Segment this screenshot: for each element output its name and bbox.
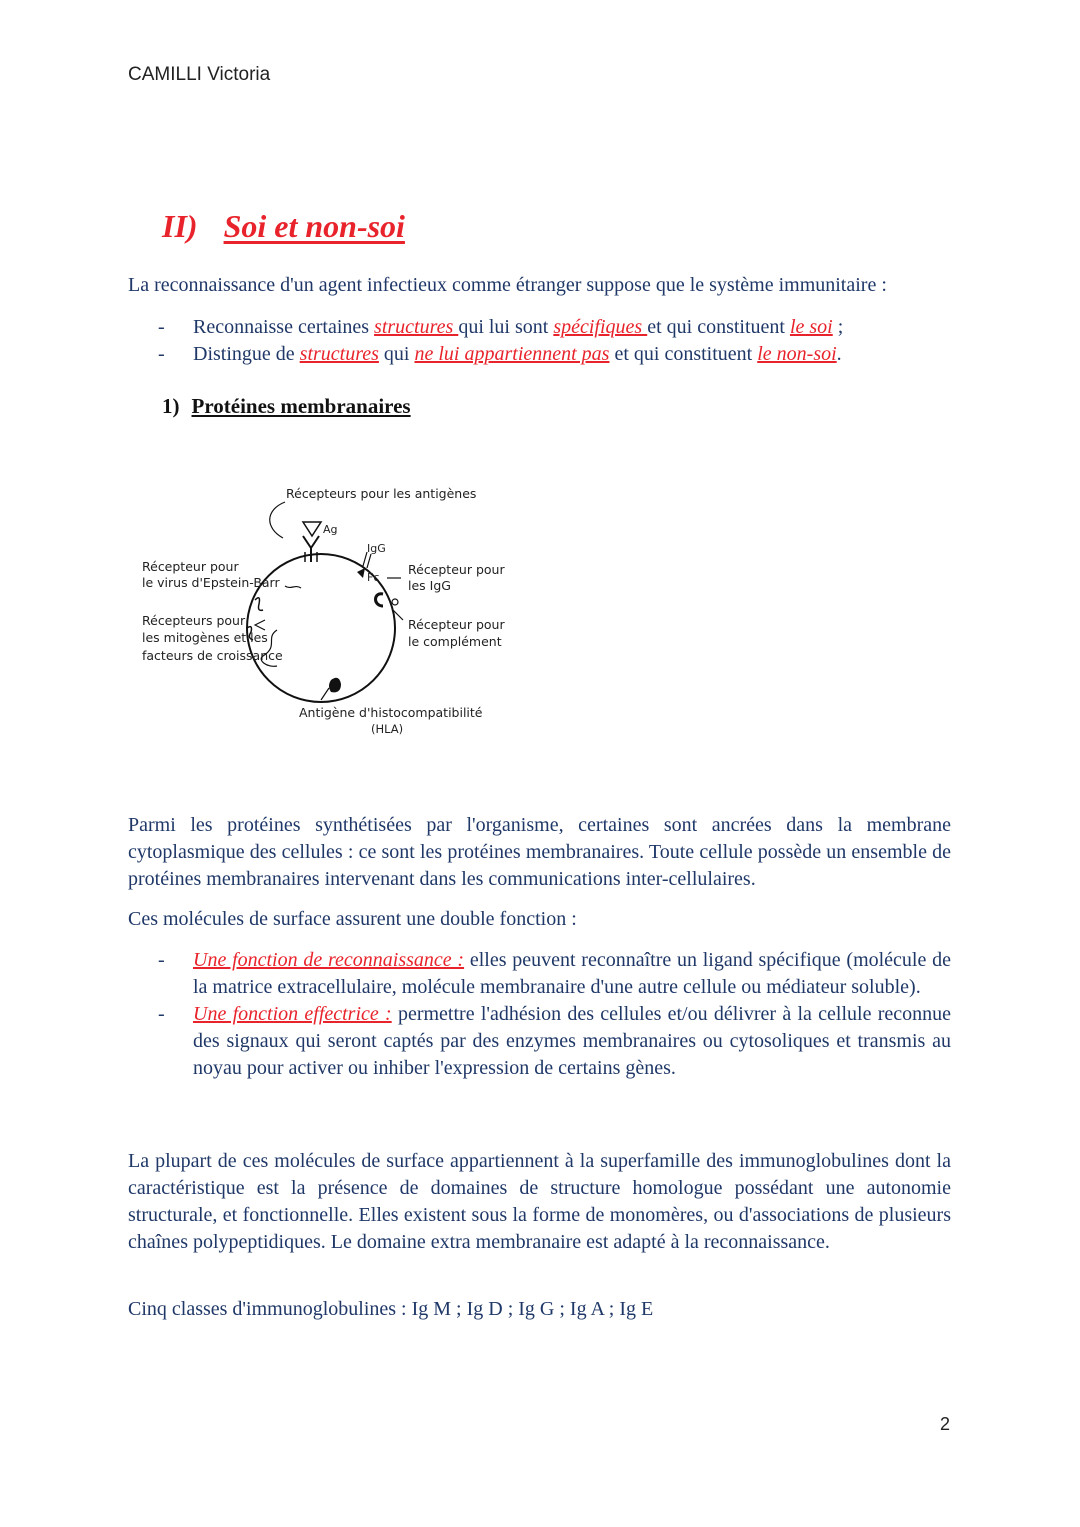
label-complement-1: Récepteur pour — [408, 617, 505, 632]
paragraph-double-function: Ces molécules de surface assurent une double fonction : — [128, 908, 577, 930]
list-dash: - — [158, 1003, 165, 1025]
list-dash: - — [158, 949, 165, 971]
highlight-term: structures — [374, 316, 459, 338]
antigen-triangle — [303, 522, 321, 536]
highlight-term: le soi — [789, 316, 833, 338]
label-ebv-2: le virus d'Epstein-Barr — [142, 575, 280, 590]
intro-paragraph: La reconnaissance d'un agent infectieux comme étranger suppose que le système immunitaire : — [128, 274, 887, 296]
list-dash: - — [158, 316, 165, 338]
function-text: elles peuvent reconnaître un ligand spécifique (molécule de la matrice extracellulaire, molécule membranaire d'une autre cellule ou médiateur soluble). — [193, 949, 951, 998]
text-run: et qui constituent — [647, 316, 790, 338]
section-heading — [162, 208, 405, 245]
label-ag: Ag — [323, 523, 338, 536]
text-run: qui lui sont — [458, 316, 554, 338]
ebv-receptor — [255, 598, 263, 611]
complement-receptor — [376, 594, 384, 606]
list-item — [128, 947, 951, 1001]
complement-molecule — [392, 599, 398, 605]
highlight-term: le non-soi — [757, 343, 837, 365]
label-ebv-1: Récepteur pour — [142, 559, 239, 574]
function-list — [128, 947, 951, 1082]
subsection-number: 1) — [162, 394, 180, 418]
pointer-line — [321, 688, 329, 700]
label-antigen-receptors: Récepteurs pour les antigènes — [286, 486, 477, 501]
self-criteria-list — [128, 314, 951, 368]
highlight-term: ne lui appartiennent pas — [414, 343, 610, 365]
label-igg-receptor-2: les IgG — [408, 578, 451, 593]
membrane-proteins-diagram — [135, 480, 515, 742]
list-item — [128, 314, 951, 341]
label-mitogen-3: facteurs de croissance — [142, 648, 283, 663]
text-run: qui — [378, 343, 415, 365]
function-text: permettre l'adhésion des cellules et/ou délivrer à la cellule reconnue des signaux qui seront captés par des enzymes membranaires ou cytosoliques et transmis au noyau pour activer ou inhiber l'expression de certains gènes. — [193, 1003, 951, 1079]
highlight-term: structures — [299, 343, 379, 365]
subsection-heading — [162, 394, 411, 419]
section-number: II) — [162, 208, 198, 244]
label-mitogen-1: Récepteurs pour — [142, 613, 246, 628]
function-heading: Une fonction de reconnaissance : — [193, 949, 465, 971]
text-run: et qui constituent — [609, 343, 758, 365]
author-name: CAMILLI Victoria — [128, 64, 271, 85]
label-mitogen-2: les mitogènes et les — [142, 630, 268, 645]
paragraph-membrane-proteins: Parmi les protéines synthétisées par l'organisme, certaines sont ancrées dans la membrane cytoplasmique des cellules : ce sont les protéines membranaires. Toute cellule possède un ensemble de protéines membranaires intervenant dans les communications inter-cellulaires. — [128, 814, 951, 890]
hla-molecule — [329, 678, 341, 693]
function-heading: Une fonction effectrice : — [193, 1003, 392, 1025]
label-fc: Fc — [367, 571, 380, 584]
section-title: Soi et non-soi — [223, 208, 405, 244]
label-igg: IgG — [367, 542, 386, 555]
highlight-term: spécifiques — [553, 316, 648, 338]
pointer-line — [255, 620, 265, 630]
label-igg-receptor-1: Récepteur pour — [408, 562, 505, 577]
subsection-title: Protéines membranaires — [191, 394, 411, 418]
fc-receptor — [357, 568, 365, 578]
text-run: ; — [832, 316, 844, 338]
label-complement-2: le complément — [408, 634, 502, 649]
page-number: 2 — [940, 1414, 951, 1434]
paragraph-immunoglobulin-superfamily: La plupart de ces molécules de surface appartiennent à la superfamille des immunoglobulines dont la caractéristique est la présence de domaines de structure homologue possédant une autonomie structurale, et fonctionnelle. Elles existent sous la forme de monomères, ou d'associations de plusieurs chaînes polypeptidiques. Le domaine extra membranaire est adapté à la reconnaissance. — [128, 1150, 951, 1253]
list-item — [128, 341, 951, 368]
list-dash: - — [158, 343, 165, 365]
label-hla-2: (HLA) — [371, 722, 404, 736]
list-item — [128, 1001, 951, 1082]
text-run: Reconnaisse certaines — [193, 316, 375, 338]
text-run: Distingue de — [193, 343, 300, 365]
pointer-line — [270, 502, 285, 538]
text-run: . — [836, 343, 842, 365]
pointer-line — [285, 586, 301, 588]
label-hla-1: Antigène d'histocompatibilité — [299, 705, 483, 720]
paragraph-immunoglobulin-classes: Cinq classes d'immunoglobulines : Ig M ; Ig D ; Ig G ; Ig A ; Ig E — [128, 1298, 654, 1320]
